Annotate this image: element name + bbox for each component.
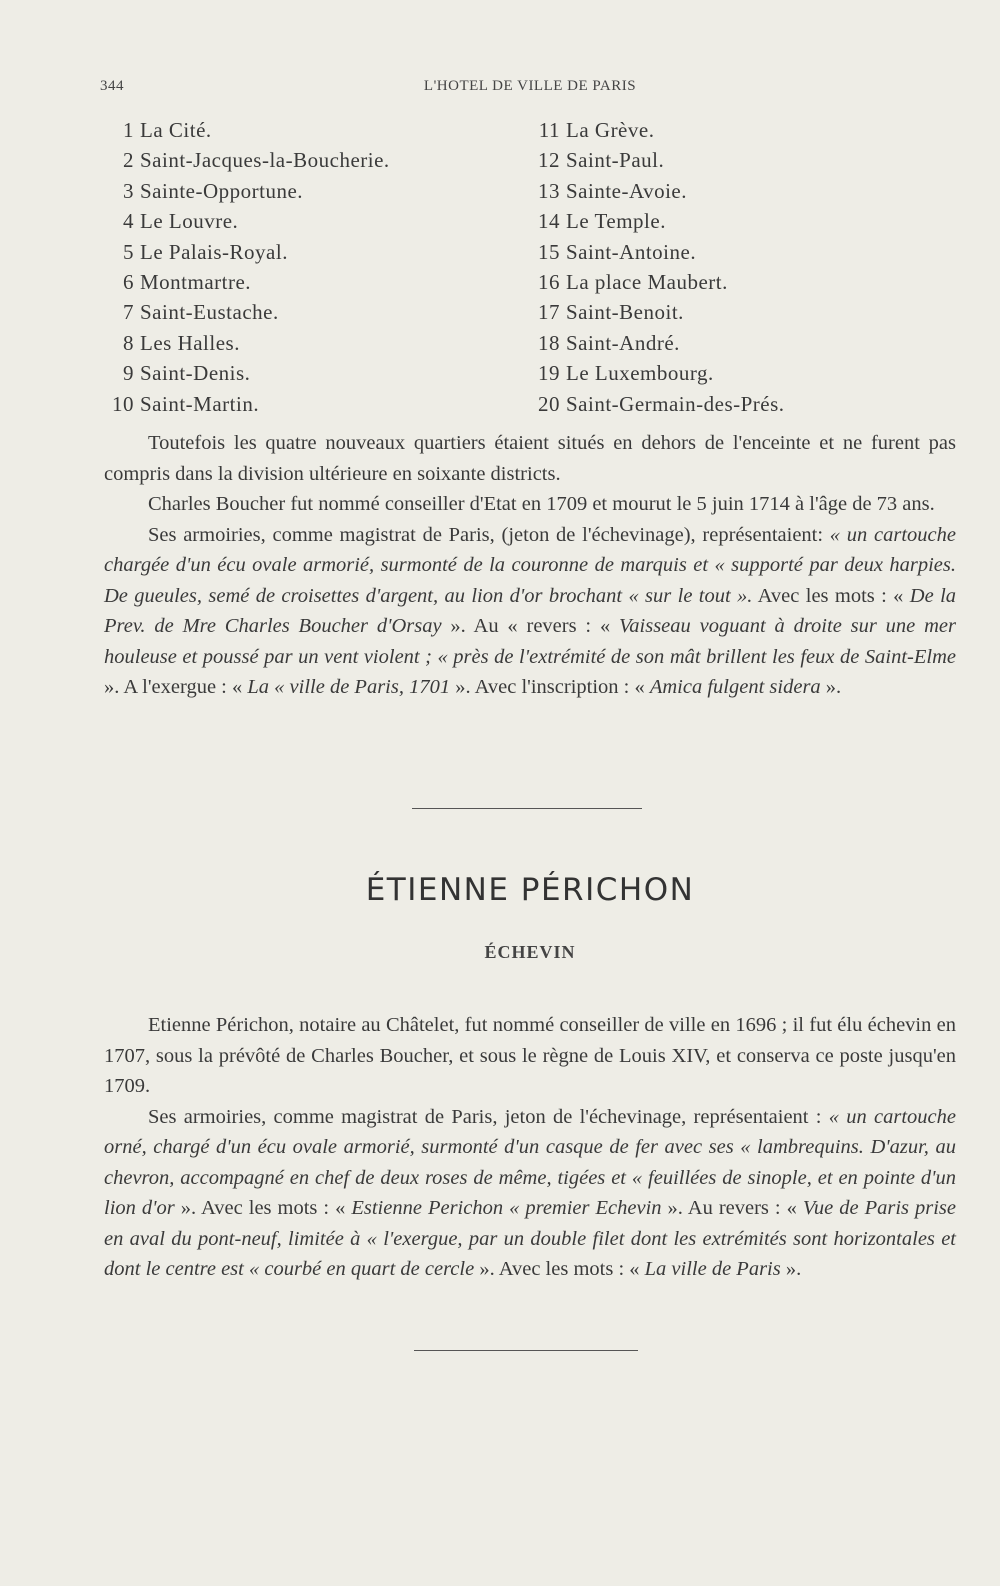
- quarter-item: [526, 361, 714, 386]
- quarter-name: Le Temple.: [566, 209, 666, 234]
- quarter-item: [526, 331, 680, 356]
- quarter-number: 7: [123, 300, 134, 325]
- text-run: ». Au « revers : «: [441, 615, 620, 637]
- quarter-number: 4: [123, 209, 134, 234]
- quarter-row: [100, 331, 960, 361]
- jeton-motto: La ville de Paris: [644, 1258, 781, 1280]
- quarter-item: [100, 300, 279, 325]
- armorial-description: « un cartouche orné, chargé d'un écu ovale armorié, surmonté d'un casque de fer avec ses « lambrequins. D'azur, au chevron, accompagné en chef de deux roses de même, tigées et « feuillées de sinople, et en pointe d'un lion d'or: [104, 1105, 956, 1219]
- boucher-text: [104, 428, 956, 703]
- quarter-name: La place Maubert.: [566, 269, 728, 294]
- section-divider: [412, 808, 642, 809]
- quarter-item: [100, 270, 251, 295]
- text-run: ». Avec l'inscription : «: [450, 676, 650, 698]
- armorial-intro: Ses armoiries, comme magistrat de Paris, (jeton de l'échevinage), représentaient:: [148, 523, 824, 546]
- inscription-text: Amica fulgent sidera: [649, 676, 821, 698]
- quarter-item: [526, 392, 785, 417]
- quarter-row: [100, 270, 960, 300]
- quarter-number: 17: [538, 300, 560, 325]
- text-run: ». Avec les mots : «: [474, 1258, 645, 1280]
- text-run: ». Avec les mots : «: [174, 1197, 352, 1219]
- quarter-number: 15: [538, 239, 560, 264]
- quarter-item: [526, 270, 728, 295]
- quarter-name: Le Louvre.: [140, 209, 239, 234]
- quarter-name: Saint-André.: [566, 330, 680, 355]
- quarter-name: Le Luxembourg.: [566, 361, 714, 386]
- text-run: ».: [780, 1258, 802, 1280]
- section-subtitle: ÉCHEVIN: [484, 942, 576, 962]
- quarter-number: 6: [123, 269, 134, 294]
- quarter-item: [100, 392, 259, 417]
- end-divider: [414, 1350, 638, 1351]
- armorial-description: « un cartouche chargée d'un écu ovale armorié, surmonté de la couronne de marquis et « supporté par deux harpies. De gueules, semé de croisettes d'argent, au lion d'or brochant « sur le tout ».: [104, 523, 956, 607]
- quarter-name: Le Palais-Royal.: [140, 239, 288, 264]
- text-run: Avec les mots : «: [752, 584, 910, 607]
- quarter-number: 13: [538, 178, 560, 203]
- quarter-number: 12: [538, 148, 560, 173]
- quarter-row: [100, 300, 960, 330]
- quarter-number: 9: [123, 361, 134, 386]
- quarter-name: La Grève.: [566, 118, 655, 142]
- quarters-list: [100, 118, 960, 422]
- quarter-item: [100, 148, 390, 173]
- quarter-item: [100, 118, 212, 143]
- quarter-row: [100, 392, 960, 422]
- quarter-name: Sainte-Avoie.: [566, 178, 687, 203]
- quarter-item: [100, 361, 250, 386]
- quarter-number: 16: [538, 269, 560, 294]
- quarter-name: Sainte-Opportune.: [140, 178, 304, 203]
- perichon-text: [104, 1010, 956, 1285]
- quarter-item: [526, 179, 687, 204]
- quarter-name: Saint-Eustache.: [140, 300, 279, 325]
- armorial-paragraph: [104, 1102, 956, 1285]
- quarter-row: [100, 361, 960, 391]
- quarter-number: 10: [112, 391, 134, 416]
- quarter-number: 19: [538, 361, 560, 386]
- jeton-legend: De la Prev. de Mre Charles Boucher d'Orsay: [104, 584, 957, 637]
- revers-description: Vue de Paris prise en aval du pont-neuf, limitée à « l'exergue, par un double filet dont les extrémités sont horizontales et dont le centre est « courbé en quart de cercle: [104, 1197, 957, 1280]
- quarter-name: Saint-Denis.: [140, 361, 251, 386]
- quarter-row: [100, 148, 960, 178]
- quarter-number: 11: [538, 118, 560, 142]
- quarter-item: [100, 209, 238, 234]
- armorial-intro: Ses armoiries, comme magistrat de Paris, jeton de l'échevinage, représentaient :: [148, 1105, 822, 1128]
- section-title: ÉTIENNE PÉRICHON: [365, 872, 695, 908]
- quarter-name: Saint-Jacques-la-Boucherie.: [140, 148, 390, 173]
- quarter-number: 20: [538, 391, 560, 416]
- quarter-number: 8: [123, 330, 134, 355]
- text-run: ».: [820, 676, 842, 698]
- quarter-name: Saint-Martin.: [140, 391, 260, 416]
- quarter-row: [100, 209, 960, 239]
- paragraph: Etienne Périchon, notaire au Châtelet, fut nommé conseiller de ville en 1696 ; il fut élu échevin en 1707, sous la prévôté de Charles Boucher, et sous le règne de Louis XIV, et conserva ce poste jusqu'en 1709.: [104, 1014, 956, 1097]
- quarter-name: Montmartre.: [140, 269, 252, 294]
- quarter-name: Saint-Benoit.: [566, 300, 684, 325]
- jeton-legend: Estienne Perichon « premier Echevin: [351, 1197, 662, 1219]
- quarter-number: 3: [123, 178, 134, 203]
- quarter-number: 14: [538, 209, 560, 234]
- quarter-row: [100, 118, 960, 148]
- armorial-paragraph: [104, 520, 956, 703]
- quarter-item: [100, 331, 240, 356]
- quarter-item: [100, 240, 288, 265]
- quarter-name: Saint-Paul.: [566, 148, 665, 173]
- quarter-item: [526, 148, 664, 173]
- running-title: L'HOTEL DE VILLE DE PARIS: [423, 78, 637, 94]
- quarter-item: [100, 179, 303, 204]
- text-run: ». A l'exergue : «: [104, 676, 248, 698]
- quarter-name: Saint-Germain-des-Prés.: [566, 391, 785, 416]
- quarter-number: 1: [123, 118, 134, 142]
- paragraph: Toutefois les quatre nouveaux quartiers étaient situés en dehors de l'enceinte et ne furent pas compris dans la division ultérieure en soixante districts.: [104, 432, 956, 485]
- paragraph: Charles Boucher fut nommé conseiller d'Etat en 1709 et mourut le 5 juin 1714 à l'âge de 73 ans.: [148, 493, 935, 515]
- quarter-row: [100, 179, 960, 209]
- quarter-item: [526, 300, 684, 325]
- revers-description: Vaisseau voguant à droite sur une mer houleuse et poussé par un vent violent ; « près de l'extrémité de son mât brillent les feux de Saint-Elme: [104, 615, 956, 668]
- quarter-name: Saint-Antoine.: [566, 239, 697, 264]
- quarter-number: 2: [123, 148, 134, 173]
- quarter-name: Les Halles.: [140, 330, 240, 355]
- quarter-number: 5: [123, 239, 134, 264]
- exergue-text: La « ville de Paris, 1701: [247, 676, 451, 698]
- text-run: ». Au revers : «: [661, 1197, 803, 1219]
- quarter-number: 18: [538, 330, 560, 355]
- quarter-item: [526, 118, 654, 143]
- quarter-row: [100, 240, 960, 270]
- quarter-name: La Cité.: [140, 118, 212, 142]
- quarter-item: [526, 209, 666, 234]
- quarter-item: [526, 240, 696, 265]
- page-number: 344: [100, 78, 124, 94]
